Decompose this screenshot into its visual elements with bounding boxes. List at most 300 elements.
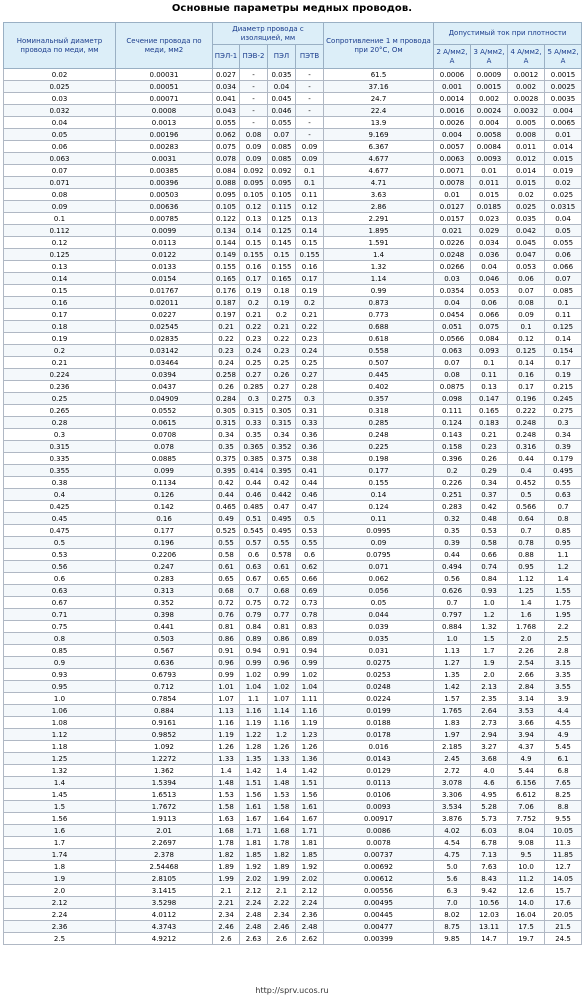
cell-pel: 0.72 [268, 597, 296, 609]
cell-diameter: 0.4 [4, 489, 116, 501]
cell-current-3a: 0.0185 [471, 201, 508, 213]
table-row [4, 297, 582, 309]
cell-pev2: 0.12 [240, 201, 268, 213]
table-row [4, 381, 582, 393]
cell-petv: 0.1 [296, 177, 324, 189]
cell-pel: 0.27 [268, 381, 296, 393]
cell-pel: 0.34 [268, 429, 296, 441]
cell-petv: 1.23 [296, 729, 324, 741]
cell-current-4a: 2.26 [508, 645, 545, 657]
cell-current-2a: 2.72 [434, 765, 471, 777]
cell-current-3a: 9.42 [471, 885, 508, 897]
table-row [4, 873, 582, 885]
cell-petv: 1.81 [296, 837, 324, 849]
cell-pel1: 0.197 [213, 309, 240, 321]
cell-section: 4.0112 [116, 909, 213, 921]
cell-pel: 0.155 [268, 261, 296, 273]
cell-current-2a: 4.54 [434, 837, 471, 849]
cell-diameter: 0.25 [4, 393, 116, 405]
cell-pel1: 0.134 [213, 225, 240, 237]
cell-current-2a: 0.7 [434, 597, 471, 609]
cell-pel: 1.53 [268, 789, 296, 801]
cell-section: 0.04909 [116, 393, 213, 405]
table-row [4, 117, 582, 129]
cell-current-3a: 2.73 [471, 717, 508, 729]
cell-petv: 0.27 [296, 369, 324, 381]
cell-pel: 0.045 [268, 93, 296, 105]
cell-current-3a: 8.43 [471, 873, 508, 885]
cell-section: 0.0615 [116, 417, 213, 429]
cell-pel1: 0.21 [213, 321, 240, 333]
cell-pel: 0.99 [268, 669, 296, 681]
cell-current-5a: 2.2 [545, 621, 582, 633]
cell-pel: 0.42 [268, 477, 296, 489]
cell-current-2a: 6.3 [434, 885, 471, 897]
cell-current-2a: 3.876 [434, 813, 471, 825]
cell-current-4a: 2.0 [508, 633, 545, 645]
cell-current-3a: 0.0093 [471, 153, 508, 165]
cell-current-5a: 0.06 [545, 249, 582, 261]
cell-current-4a: 2.66 [508, 669, 545, 681]
cell-current-5a: 0.085 [545, 285, 582, 297]
cell-diameter: 1.0 [4, 693, 116, 705]
cell-current-2a: 0.03 [434, 273, 471, 285]
cell-section: 0.712 [116, 681, 213, 693]
cell-pel1: 0.088 [213, 177, 240, 189]
cell-resistance: 0.0248 [324, 681, 434, 693]
cell-current-5a: 0.14 [545, 333, 582, 345]
cell-current-4a: 0.07 [508, 285, 545, 297]
cell-current-5a: 0.85 [545, 525, 582, 537]
cell-pel: 0.145 [268, 237, 296, 249]
cell-current-4a: 11.2 [508, 873, 545, 885]
cell-petv: 0.09 [296, 153, 324, 165]
cell-diameter: 1.5 [4, 801, 116, 813]
cell-diameter: 0.03 [4, 93, 116, 105]
cell-petv: 0.16 [296, 261, 324, 273]
cell-current-3a: 0.04 [471, 261, 508, 273]
cell-current-2a: 1.97 [434, 729, 471, 741]
cell-pel1: 1.53 [213, 789, 240, 801]
cell-pev2: 1.1 [240, 693, 268, 705]
cell-current-5a: 15.7 [545, 885, 582, 897]
cell-current-5a: 0.245 [545, 393, 582, 405]
cell-diameter: 0.14 [4, 273, 116, 285]
cell-resistance: 0.0178 [324, 729, 434, 741]
cell-current-2a: 0.2 [434, 465, 471, 477]
cell-pev2: 0.155 [240, 249, 268, 261]
cell-current-2a: 0.396 [434, 453, 471, 465]
cell-diameter: 0.18 [4, 321, 116, 333]
cell-resistance: 0.0078 [324, 837, 434, 849]
cell-pel1: 0.144 [213, 237, 240, 249]
cell-section: 0.1134 [116, 477, 213, 489]
cell-pel: 1.82 [268, 849, 296, 861]
cell-resistance: 0.99 [324, 285, 434, 297]
cell-resistance: 3.63 [324, 189, 434, 201]
cell-current-2a: 0.283 [434, 501, 471, 513]
cell-pel: 0.085 [268, 153, 296, 165]
cell-current-4a: 0.196 [508, 393, 545, 405]
cell-petv: 0.155 [296, 249, 324, 261]
cell-pev2: 2.48 [240, 921, 268, 933]
cell-resistance: 0.558 [324, 345, 434, 357]
table-row [4, 849, 582, 861]
cell-petv: 0.55 [296, 537, 324, 549]
cell-current-4a: 0.44 [508, 453, 545, 465]
cell-current-4a: 1.4 [508, 597, 545, 609]
table-row [4, 669, 582, 681]
cell-pel: 2.22 [268, 897, 296, 909]
table-row [4, 93, 582, 105]
cell-current-4a: 0.566 [508, 501, 545, 513]
table-row [4, 321, 582, 333]
cell-resistance: 0.00477 [324, 921, 434, 933]
cell-section: 0.884 [116, 705, 213, 717]
cell-resistance: 2.291 [324, 213, 434, 225]
cell-diameter: 0.09 [4, 201, 116, 213]
cell-pel1: 0.34 [213, 429, 240, 441]
cell-petv: 0.94 [296, 645, 324, 657]
table-row [4, 549, 582, 561]
cell-pel1: 0.86 [213, 633, 240, 645]
cell-petv: 1.67 [296, 813, 324, 825]
cell-current-3a: 0.147 [471, 393, 508, 405]
cell-current-5a: 0.019 [545, 165, 582, 177]
cell-section: 0.0885 [116, 453, 213, 465]
cell-pev2: 0.285 [240, 381, 268, 393]
cell-petv: 0.23 [296, 333, 324, 345]
cell-pev2: 1.04 [240, 681, 268, 693]
cell-diameter: 1.45 [4, 789, 116, 801]
table-row [4, 621, 582, 633]
cell-diameter: 0.236 [4, 381, 116, 393]
cell-current-3a: 6.03 [471, 825, 508, 837]
cell-current-3a: 0.29 [471, 465, 508, 477]
cell-current-4a: 0.125 [508, 345, 545, 357]
cell-pel1: 1.26 [213, 741, 240, 753]
cell-petv: 1.26 [296, 741, 324, 753]
cell-diameter: 0.06 [4, 141, 116, 153]
cell-pev2: 0.25 [240, 357, 268, 369]
cell-current-2a: 0.0354 [434, 285, 471, 297]
cell-current-4a: 1.12 [508, 573, 545, 585]
table-row [4, 141, 582, 153]
cell-current-3a: 0.34 [471, 477, 508, 489]
cell-current-4a: 0.78 [508, 537, 545, 549]
cell-current-4a: 0.035 [508, 213, 545, 225]
cell-pel1: 0.24 [213, 357, 240, 369]
cell-current-3a: 0.84 [471, 573, 508, 585]
table-row [4, 153, 582, 165]
cell-current-4a: 3.14 [508, 693, 545, 705]
table-row [4, 801, 582, 813]
table-row [4, 921, 582, 933]
cell-current-5a: 0.0315 [545, 201, 582, 213]
cell-current-3a: 0.046 [471, 273, 508, 285]
cell-pel: 0.18 [268, 285, 296, 297]
cell-current-4a: 14.0 [508, 897, 545, 909]
cell-section: 2.378 [116, 849, 213, 861]
cell-resistance: 0.00445 [324, 909, 434, 921]
cell-petv: - [296, 105, 324, 117]
cell-diameter: 0.05 [4, 129, 116, 141]
header-nominal-diameter: Номинальный диаметр провода по меди, мм [4, 23, 116, 69]
cell-current-4a: 0.14 [508, 357, 545, 369]
cell-petv: 0.13 [296, 213, 324, 225]
cell-current-2a: 1.0 [434, 633, 471, 645]
cell-section: 0.7854 [116, 693, 213, 705]
table-row [4, 717, 582, 729]
cell-current-3a: 0.0015 [471, 81, 508, 93]
cell-current-5a: 14.05 [545, 873, 582, 885]
table-row [4, 705, 582, 717]
cell-current-2a: 5.6 [434, 873, 471, 885]
cell-pev2: 0.79 [240, 609, 268, 621]
table-row [4, 201, 582, 213]
cell-resistance: 13.9 [324, 117, 434, 129]
cell-pel1: 0.81 [213, 621, 240, 633]
cell-current-4a: 9.5 [508, 849, 545, 861]
table-row [4, 429, 582, 441]
cell-current-5a: 21.5 [545, 921, 582, 933]
cell-petv: 0.09 [296, 141, 324, 153]
cell-pel: 0.035 [268, 69, 296, 81]
table-row [4, 489, 582, 501]
table-row [4, 513, 582, 525]
cell-resistance: 24.7 [324, 93, 434, 105]
cell-diameter: 1.4 [4, 777, 116, 789]
cell-pel: 0.2 [268, 309, 296, 321]
cell-resistance: 0.0143 [324, 753, 434, 765]
cell-petv: - [296, 81, 324, 93]
header-pev2: ПЭВ-2 [240, 45, 268, 69]
cell-diameter: 0.315 [4, 441, 116, 453]
cell-resistance: 0.09 [324, 537, 434, 549]
footer-link[interactable]: http://sprv.ucos.ru [255, 986, 329, 995]
cell-resistance: 0.507 [324, 357, 434, 369]
cell-petv: 2.02 [296, 873, 324, 885]
cell-resistance: 0.11 [324, 513, 434, 525]
cell-petv: 0.73 [296, 597, 324, 609]
cell-current-2a: 0.226 [434, 477, 471, 489]
table-row [4, 345, 582, 357]
header-allowed-current: Допустимый ток при плотности [434, 23, 582, 45]
cell-resistance: 0.0086 [324, 825, 434, 837]
cell-resistance: 0.285 [324, 417, 434, 429]
cell-current-4a: 17.5 [508, 921, 545, 933]
cell-pel: 0.495 [268, 513, 296, 525]
cell-resistance: 0.056 [324, 585, 434, 597]
cell-current-5a: 0.1 [545, 297, 582, 309]
cell-diameter: 0.224 [4, 369, 116, 381]
header-resistance: Сопротивление 1 м провода при 20°С, Ом [324, 23, 434, 69]
cell-section: 0.078 [116, 441, 213, 453]
cell-pev2: 1.16 [240, 705, 268, 717]
cell-current-4a: 0.045 [508, 237, 545, 249]
cell-current-3a: 0.075 [471, 321, 508, 333]
cell-diameter: 0.02 [4, 69, 116, 81]
cell-current-5a: 12.7 [545, 861, 582, 873]
cell-current-5a: 0.025 [545, 189, 582, 201]
cell-section: 0.0099 [116, 225, 213, 237]
cell-petv: 0.38 [296, 453, 324, 465]
cell-current-2a: 1.57 [434, 693, 471, 705]
cell-pel1: 0.61 [213, 561, 240, 573]
table-row [4, 753, 582, 765]
cell-section: 4.9212 [116, 933, 213, 945]
table-row [4, 909, 582, 921]
cell-diameter: 0.67 [4, 597, 116, 609]
cell-section: 1.092 [116, 741, 213, 753]
cell-section: 0.00503 [116, 189, 213, 201]
cell-pel1: 0.155 [213, 261, 240, 273]
cell-petv: 2.62 [296, 933, 324, 945]
cell-pel: 0.47 [268, 501, 296, 513]
cell-current-3a: 0.093 [471, 345, 508, 357]
cell-pel: 1.89 [268, 861, 296, 873]
cell-current-5a: 1.75 [545, 597, 582, 609]
cell-pel: 0.375 [268, 453, 296, 465]
cell-pev2: 0.33 [240, 417, 268, 429]
cell-current-3a: 0.015 [471, 189, 508, 201]
cell-current-4a: 0.248 [508, 429, 545, 441]
cell-pel: 0.68 [268, 585, 296, 597]
cell-pev2: 0.22 [240, 321, 268, 333]
cell-section: 2.54468 [116, 861, 213, 873]
table-row [4, 165, 582, 177]
cell-diameter: 0.08 [4, 189, 116, 201]
cell-petv: 2.48 [296, 921, 324, 933]
cell-pev2: 0.2 [240, 297, 268, 309]
cell-pel: 0.81 [268, 621, 296, 633]
cell-current-2a: 0.0157 [434, 213, 471, 225]
cell-current-4a: 0.316 [508, 441, 545, 453]
cell-diameter: 1.08 [4, 717, 116, 729]
cell-current-5a: 0.07 [545, 273, 582, 285]
cell-current-5a: 0.004 [545, 105, 582, 117]
cell-pev2: 0.35 [240, 429, 268, 441]
table-row [4, 69, 582, 81]
cell-pel1: 0.465 [213, 501, 240, 513]
cell-current-3a: 0.036 [471, 249, 508, 261]
cell-petv: 1.42 [296, 765, 324, 777]
cell-pev2: 0.63 [240, 561, 268, 573]
cell-current-3a: 0.42 [471, 501, 508, 513]
cell-section: 0.0437 [116, 381, 213, 393]
cell-diameter: 0.17 [4, 309, 116, 321]
cell-pev2: 0.092 [240, 165, 268, 177]
cell-section: 0.0008 [116, 105, 213, 117]
cell-current-2a: 0.39 [434, 537, 471, 549]
cell-section: 0.00785 [116, 213, 213, 225]
cell-current-2a: 1.35 [434, 669, 471, 681]
cell-petv: 0.15 [296, 237, 324, 249]
cell-pev2: 0.485 [240, 501, 268, 513]
cell-pel: 1.64 [268, 813, 296, 825]
cell-pev2: 2.12 [240, 885, 268, 897]
cell-current-5a: 0.17 [545, 357, 582, 369]
cell-current-5a: 3.15 [545, 657, 582, 669]
table-row [4, 261, 582, 273]
cell-section: 0.00396 [116, 177, 213, 189]
cell-pel: 0.092 [268, 165, 296, 177]
cell-current-3a: 2.94 [471, 729, 508, 741]
cell-current-2a: 0.051 [434, 321, 471, 333]
cell-current-5a: 0.01 [545, 129, 582, 141]
cell-section: 0.00071 [116, 93, 213, 105]
cell-diameter: 0.071 [4, 177, 116, 189]
cell-pel1: 0.72 [213, 597, 240, 609]
cell-current-5a: 2.5 [545, 633, 582, 645]
cell-pel1: 0.49 [213, 513, 240, 525]
cell-pev2: 1.81 [240, 837, 268, 849]
cell-current-3a: 1.0 [471, 597, 508, 609]
cell-current-5a: 0.275 [545, 405, 582, 417]
cell-pel1: 0.44 [213, 489, 240, 501]
cell-section: 0.00283 [116, 141, 213, 153]
cell-pel: 0.275 [268, 393, 296, 405]
cell-current-5a: 7.65 [545, 777, 582, 789]
cell-current-5a: 1.55 [545, 585, 582, 597]
cell-current-5a: 0.066 [545, 261, 582, 273]
header-pel: ПЭЛ [268, 45, 296, 69]
cell-current-5a: 11.85 [545, 849, 582, 861]
cell-section: 1.362 [116, 765, 213, 777]
cell-diameter: 0.45 [4, 513, 116, 525]
cell-resistance: 0.0106 [324, 789, 434, 801]
cell-diameter: 0.3 [4, 429, 116, 441]
cell-pel: 0.305 [268, 405, 296, 417]
cell-current-3a: 4.0 [471, 765, 508, 777]
cell-section: 0.567 [116, 645, 213, 657]
cell-current-5a: 0.0015 [545, 69, 582, 81]
cell-current-2a: 0.884 [434, 621, 471, 633]
cell-pel1: 0.122 [213, 213, 240, 225]
cell-diameter: 2.24 [4, 909, 116, 921]
cell-current-5a: 2.8 [545, 645, 582, 657]
cell-current-3a: 0.21 [471, 429, 508, 441]
cell-current-3a: 0.0058 [471, 129, 508, 141]
cell-petv: 1.04 [296, 681, 324, 693]
cell-pel1: 0.041 [213, 93, 240, 105]
cell-diameter: 0.93 [4, 669, 116, 681]
cell-petv: - [296, 69, 324, 81]
cell-pev2: 0.3 [240, 393, 268, 405]
cell-diameter: 0.6 [4, 573, 116, 585]
cell-pel1: 1.78 [213, 837, 240, 849]
cell-resistance: 0.198 [324, 453, 434, 465]
cell-resistance: 0.0253 [324, 669, 434, 681]
cell-resistance: 0.618 [324, 333, 434, 345]
table-row [4, 417, 582, 429]
cell-current-5a: 0.055 [545, 237, 582, 249]
cell-current-5a: 0.19 [545, 369, 582, 381]
cell-petv: 0.44 [296, 477, 324, 489]
cell-current-3a: 6.78 [471, 837, 508, 849]
cell-pev2: 0.14 [240, 225, 268, 237]
cell-diameter: 0.85 [4, 645, 116, 657]
cell-current-4a: 0.047 [508, 249, 545, 261]
cell-diameter: 2.36 [4, 921, 116, 933]
cell-current-4a: 0.005 [508, 117, 545, 129]
cell-current-2a: 1.83 [434, 717, 471, 729]
cell-current-4a: 0.7 [508, 525, 545, 537]
cell-diameter: 0.063 [4, 153, 116, 165]
cell-current-3a: 0.26 [471, 453, 508, 465]
cell-pel1: 2.21 [213, 897, 240, 909]
cell-pel: 1.02 [268, 681, 296, 693]
